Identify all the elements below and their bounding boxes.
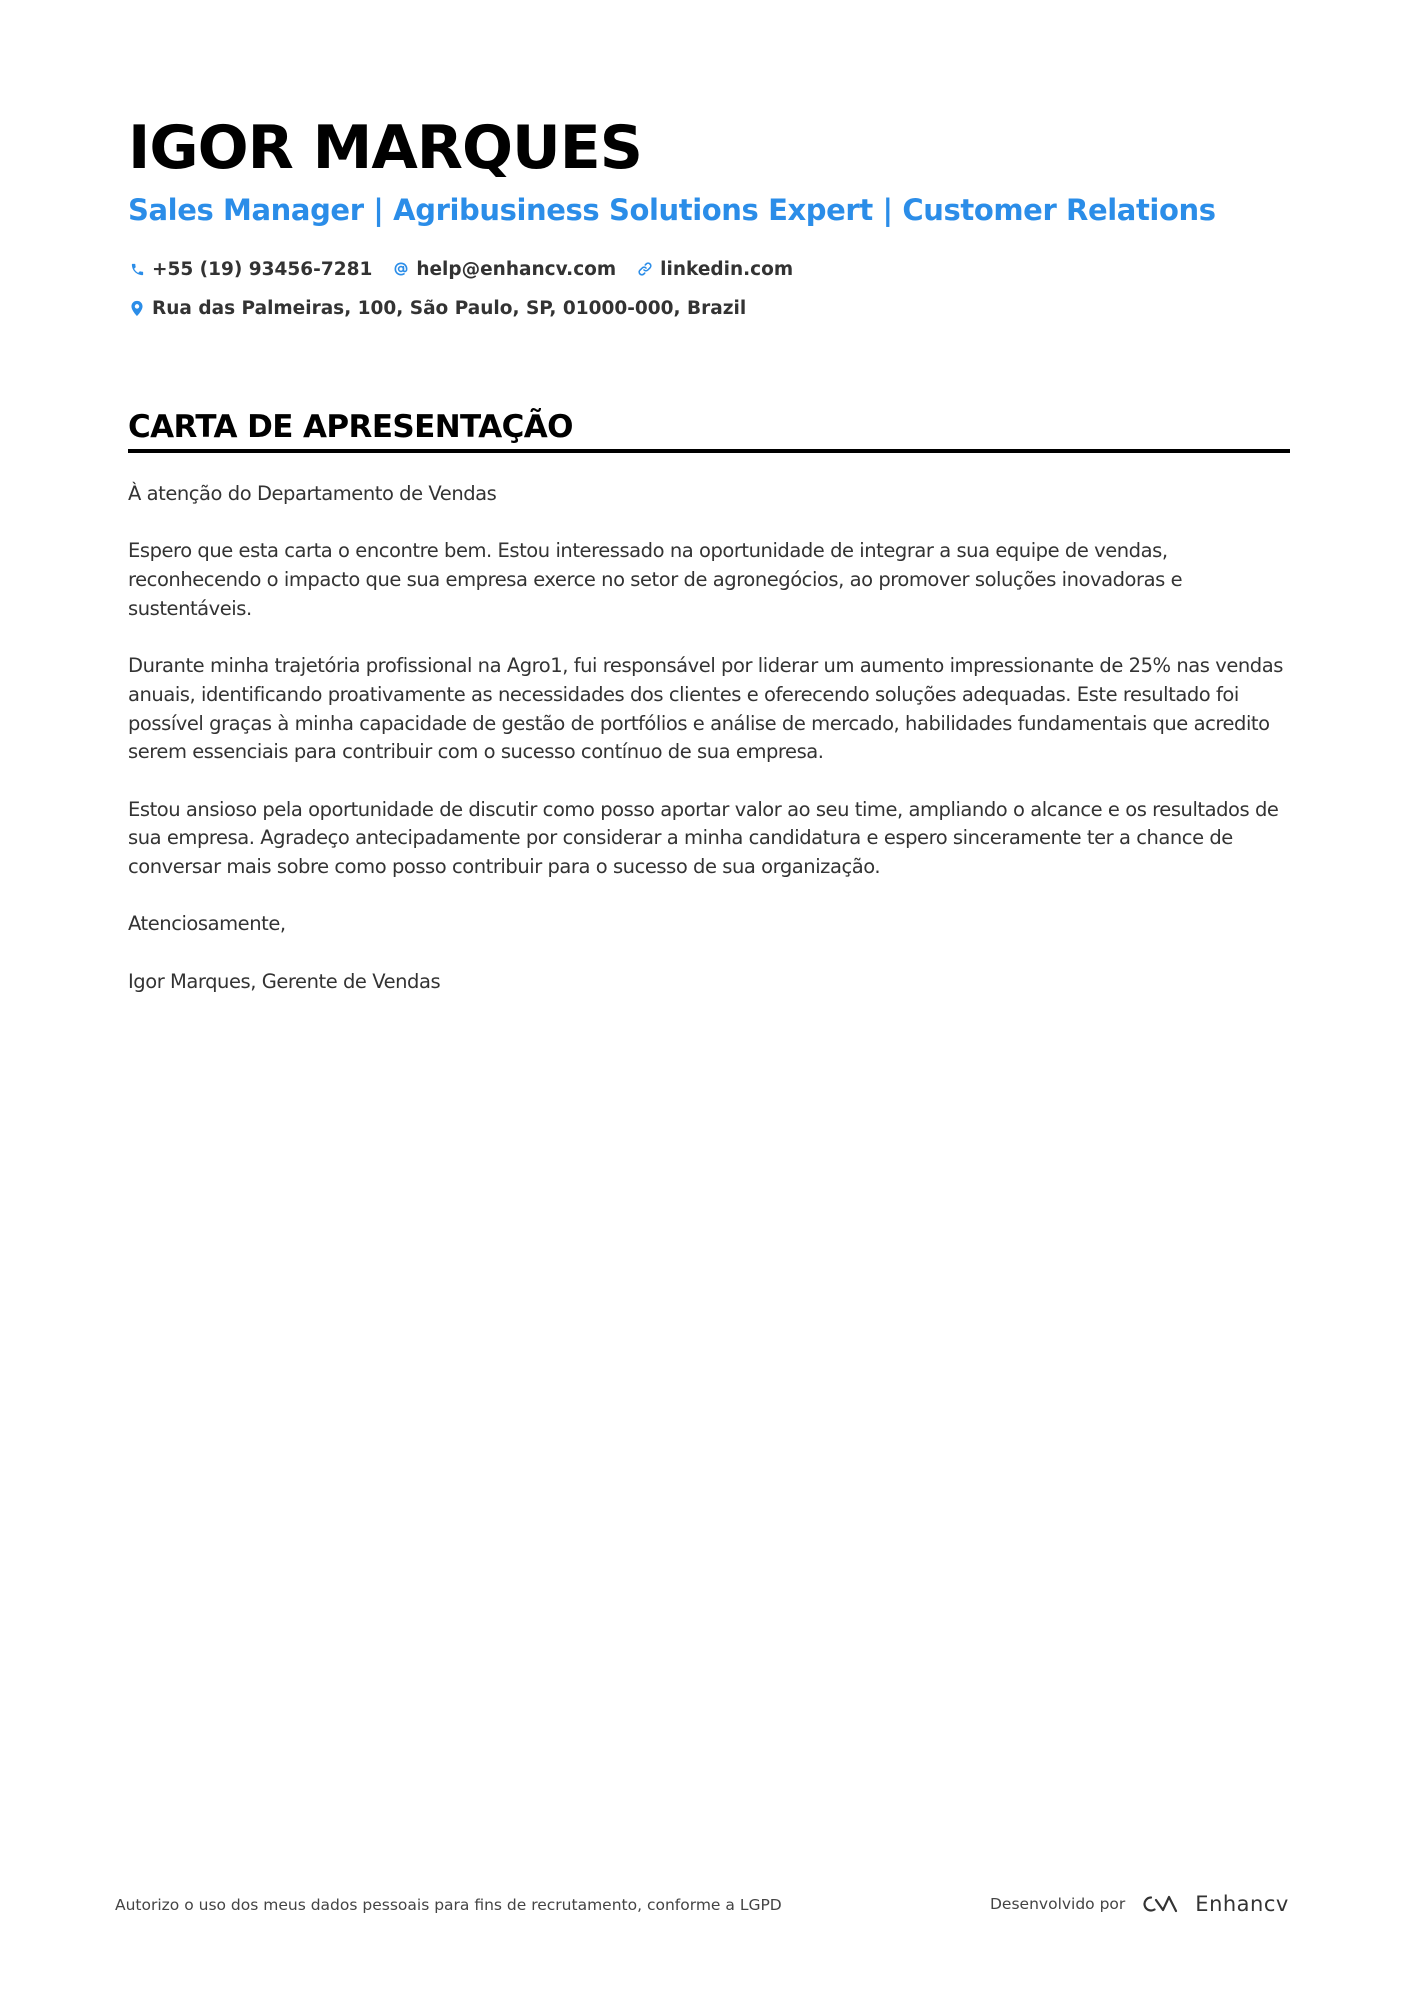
link-icon bbox=[636, 260, 654, 278]
at-icon bbox=[392, 260, 410, 278]
contact-row-address bbox=[128, 293, 766, 323]
phone-icon bbox=[128, 260, 146, 278]
contact-address-text: Rua das Palmeiras, 100, São Paulo, SP, 01000-000, Brazil bbox=[152, 297, 747, 319]
letter-signature: Igor Marques, Gerente de Vendas bbox=[128, 969, 441, 993]
contact-phone-text: +55 (19) 93456-7281 bbox=[152, 258, 373, 280]
letter-closing: Atenciosamente, bbox=[128, 912, 286, 936]
footer-powered-by: Desenvolvido por bbox=[990, 1895, 1126, 1913]
footer-consent: Autorizo o uso dos meus dados pessoais para fins de recrutamento, conforme a LGPD bbox=[115, 1896, 782, 1914]
letter-greeting: À atenção do Departamento de Vendas bbox=[128, 482, 497, 505]
contact-address bbox=[128, 298, 746, 319]
candidate-name: IGOR MARQUES bbox=[128, 113, 642, 183]
location-pin-icon bbox=[128, 299, 146, 317]
letter-paragraph-2: Durante minha trajetória profissional na Agro1, fui responsável por liderar um aumento impressionante de 25% nas vendas anuais, identificando proativamente as necessidades dos clientes e oferecendo soluções adequadas. Este resultado foi possível graças à minha capacidade de gestão de portfólios e análise de mercado, habilidades fundamentais que acredito serem essenciais para contribuir com o sucesso contínuo de sua empresa. bbox=[128, 654, 1283, 764]
section-title: CARTA DE APRESENTAÇÃO bbox=[128, 409, 573, 445]
contact-link[interactable] bbox=[636, 259, 793, 280]
footer-branding[interactable] bbox=[990, 1886, 1289, 1922]
candidate-headline: Sales Manager | Agribusiness Solutions Expert | Customer Relations bbox=[128, 193, 1216, 227]
section-divider bbox=[128, 449, 1290, 453]
enhancv-logo-icon bbox=[1137, 1892, 1183, 1916]
contact-email[interactable] bbox=[392, 259, 616, 280]
contact-link-text[interactable]: linkedin.com bbox=[660, 258, 794, 280]
contact-email-text[interactable]: help@enhancv.com bbox=[416, 258, 617, 280]
footer-brand-name: Enhancv bbox=[1195, 1892, 1289, 1916]
letter-paragraph-3: Estou ansioso pela oportunidade de discutir como posso aportar valor ao seu time, ampliando o alcance e os resultados de sua empresa. Agradeço antecipadamente por considerar a minha candidatura e espero sinceramente ter a chance de conversar mais sobre como posso contribuir para o sucesso de sua organização. bbox=[128, 797, 1279, 879]
letter-body bbox=[128, 480, 1293, 1025]
letter-paragraph-1: Espero que esta carta o encontre bem. Estou interessado na oportunidade de integrar a sua equipe de vendas, reconhecendo o impacto que sua empresa exerce no setor de agronegócios, ao promover soluções inovadoras e sustentáveis. bbox=[128, 539, 1183, 620]
contact-row-primary bbox=[128, 254, 813, 284]
contact-phone bbox=[128, 259, 372, 280]
